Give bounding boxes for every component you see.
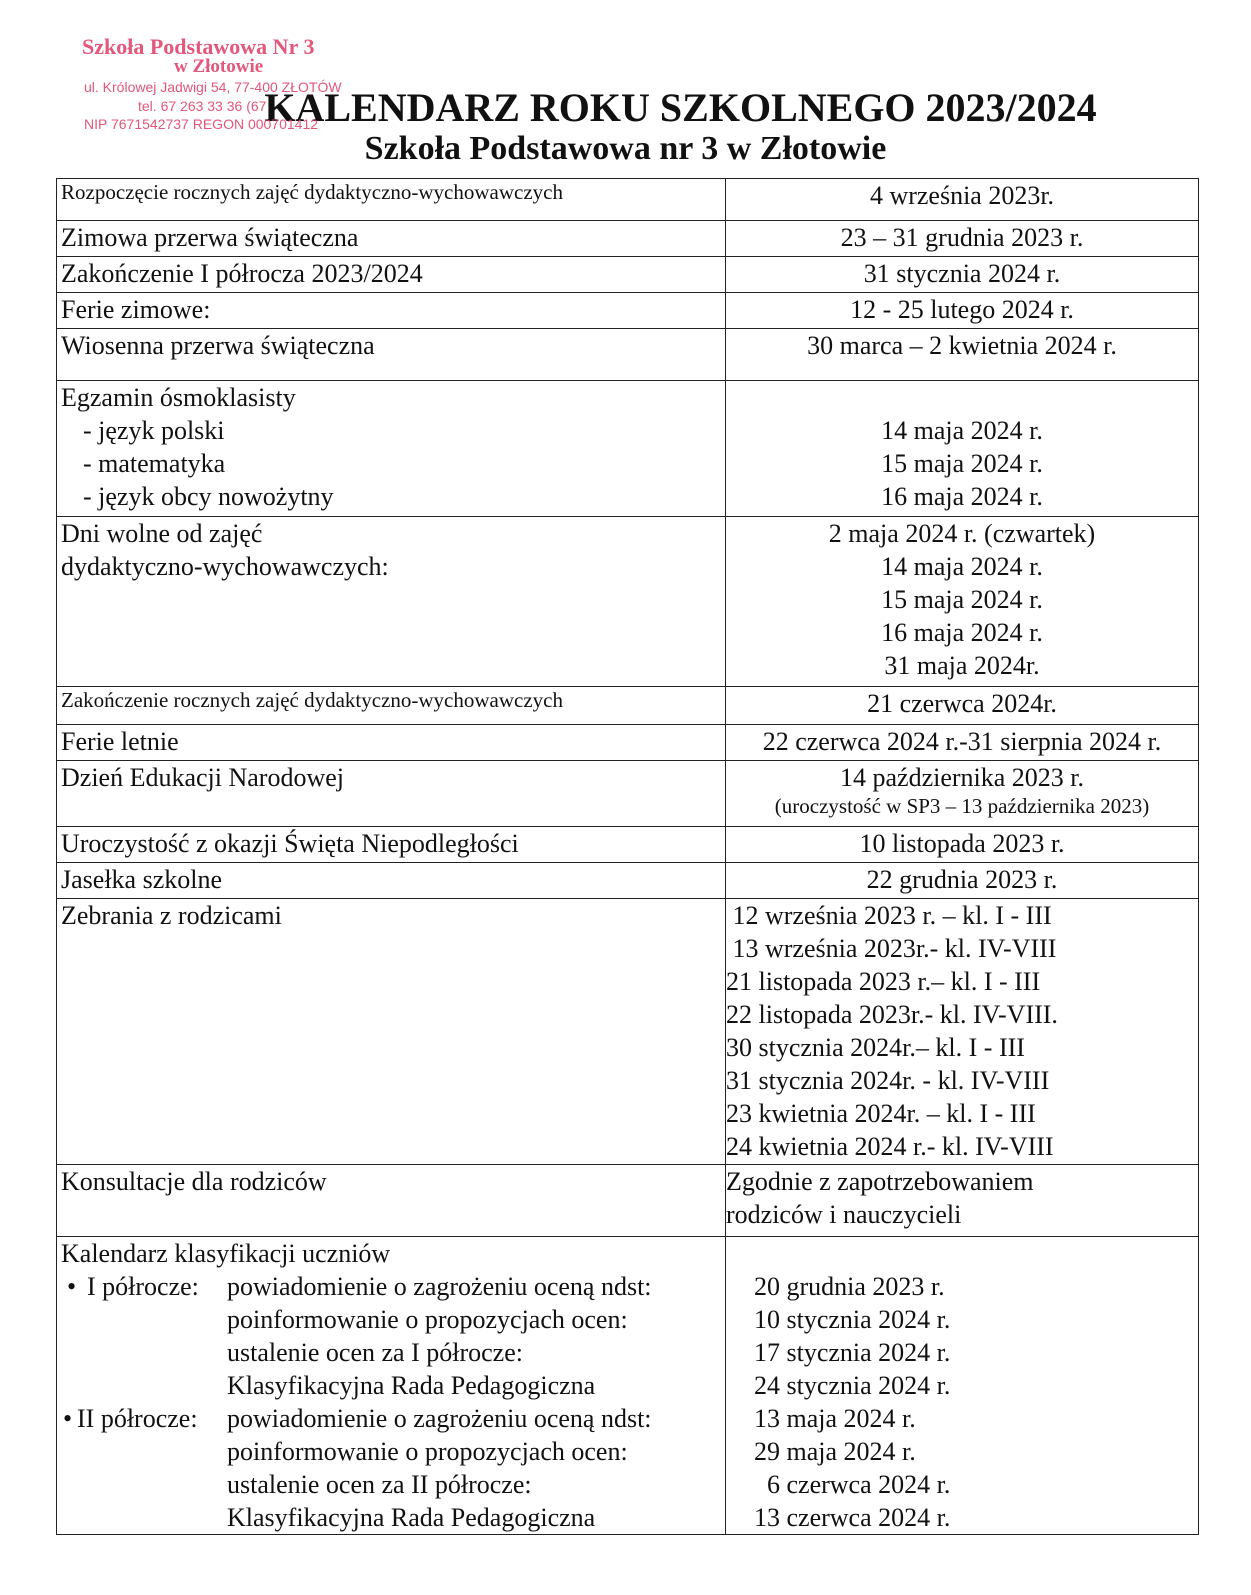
row-value: 22 listopada 2023r.- kl. IV-VIII.: [726, 1000, 1058, 1029]
stamp-phone: tel. 67 263 33 36 (67: [138, 98, 267, 114]
bullet-icon: •: [63, 1404, 73, 1433]
row-value: 13 września 2023r.- kl. IV-VIII: [726, 934, 1057, 963]
exam-subject: - matematyka: [83, 449, 226, 478]
row-label: Rozpoczęcie rocznych zajęć dydaktyczno-wychowawczych: [57, 179, 726, 221]
row-label: Zebrania z rodzicami: [57, 899, 726, 1165]
row-value: 24 stycznia 2024 r.: [754, 1371, 951, 1400]
row-value: 22 czerwca 2024 r.-31 sierpnia 2024 r.: [726, 725, 1199, 761]
consultations-cell: [726, 1165, 1199, 1237]
classification-dates: [726, 1237, 1199, 1535]
row-label: Dzień Edukacji Narodowej: [57, 761, 726, 827]
stamp-school-name: Szkoła Podstawowa Nr 3: [82, 34, 315, 59]
exam-cell: [57, 381, 726, 517]
list-item: [61, 1270, 721, 1303]
row-value: 12 - 25 lutego 2024 r.: [726, 293, 1199, 329]
row-label: Zakończenie rocznych zajęć dydaktyczno-wychowawczych: [57, 687, 726, 725]
table-row: [57, 687, 1199, 725]
row-value: 22 grudnia 2023 r.: [726, 863, 1199, 899]
row-value: 4 września 2023r.: [726, 179, 1199, 221]
row-label: Kalendarz klasyfikacji uczniów: [61, 1239, 391, 1268]
row-value: 21 czerwca 2024r.: [726, 687, 1199, 725]
table-row: [57, 381, 1199, 517]
row-label: Jasełka szkolne: [57, 863, 726, 899]
row-value: 15 maja 2024 r.: [881, 585, 1043, 614]
national-education-day-cell: [726, 761, 1199, 827]
table-row: [57, 179, 1199, 221]
list-item: [61, 1369, 721, 1402]
classification-step: poinformowanie o propozycjach ocen:: [227, 1437, 628, 1466]
exam-subject: - język polski: [83, 416, 225, 445]
stamp-address: ul. Królowej Jadwigi 54, 77-400 ZŁOTÓW: [84, 79, 342, 95]
row-value: 13 maja 2024 r.: [754, 1404, 916, 1433]
row-value-cont: rodziców i nauczycieli: [726, 1200, 962, 1229]
table-row: [57, 221, 1199, 257]
row-value: 24 kwietnia 2024 r.- kl. IV-VIII: [726, 1132, 1054, 1161]
parent-meetings-dates: [726, 899, 1199, 1165]
row-value: 14 października 2023 r.: [839, 763, 1085, 792]
row-value: 31 stycznia 2024 r.: [726, 257, 1199, 293]
table-row: [57, 761, 1199, 827]
row-label: Egzamin ósmoklasisty: [61, 383, 296, 412]
row-value: 15 maja 2024 r.: [881, 449, 1043, 478]
page-title: KALENDARZ ROKU SZKOLNEGO 2023/2024: [264, 85, 1097, 130]
row-value: 23 – 31 grudnia 2023 r.: [726, 221, 1199, 257]
row-label: Zakończenie I półrocza 2023/2024: [57, 257, 726, 293]
list-item: [61, 1435, 721, 1468]
row-value: 6 czerwca 2024 r.: [754, 1470, 951, 1499]
classification-step: powiadomienie o zagrożeniu oceną ndst:: [227, 1404, 652, 1433]
table-row: [57, 1165, 1199, 1237]
row-value: 30 stycznia 2024r.– kl. I - III: [726, 1033, 1025, 1062]
row-label-cont: dydaktyczno-wychowawczych:: [61, 552, 389, 581]
row-value: 16 maja 2024 r.: [881, 618, 1043, 647]
table-row: [57, 329, 1199, 381]
row-label: Dni wolne od zajęć: [61, 519, 263, 548]
table-row: [57, 827, 1199, 863]
list-item: [61, 1402, 721, 1435]
row-value: 20 grudnia 2023 r.: [754, 1272, 945, 1301]
days-off-cell: [57, 517, 726, 687]
row-value: 23 kwietnia 2024r. – kl. I - III: [726, 1099, 1036, 1128]
table-row: [57, 899, 1199, 1165]
row-label: Zimowa przerwa świąteczna: [57, 221, 726, 257]
table-row: [57, 725, 1199, 761]
list-item: [61, 1501, 721, 1534]
list-item: [61, 1336, 721, 1369]
stamp-nip-regon: NIP 7671542737 REGON 000701412: [84, 116, 319, 132]
table-row: [57, 517, 1199, 687]
row-value: 31 maja 2024r.: [884, 651, 1040, 680]
row-value: 21 listopada 2023 r.– kl. I - III: [726, 967, 1041, 996]
row-value: Zgodnie z zapotrzebowaniem: [726, 1167, 1034, 1196]
calendar-table: [56, 178, 1199, 1535]
page-subtitle: Szkoła Podstawowa nr 3 w Złotowie: [364, 130, 887, 167]
row-value: 29 maja 2024 r.: [754, 1437, 916, 1466]
list-item: [61, 1468, 721, 1501]
row-value: 14 maja 2024 r.: [881, 552, 1043, 581]
classification-step: ustalenie ocen za I półrocze:: [227, 1338, 523, 1367]
row-value: 12 września 2023 r. – kl. I - III: [726, 901, 1052, 930]
semester-label: II półrocze:: [77, 1404, 198, 1433]
row-value: 13 czerwca 2024 r.: [754, 1503, 951, 1532]
bullet-icon: •: [67, 1272, 77, 1301]
row-note: (uroczystość w SP3 – 13 października 2023): [774, 794, 1150, 818]
row-label: Ferie zimowe:: [57, 293, 726, 329]
classification-step: powiadomienie o zagrożeniu oceną ndst:: [227, 1272, 652, 1301]
row-value: 30 marca – 2 kwietnia 2024 r.: [726, 329, 1199, 381]
table-row: [57, 257, 1199, 293]
row-value: 16 maja 2024 r.: [881, 482, 1043, 511]
table-row: [57, 293, 1199, 329]
semester-label: I półrocze:: [87, 1272, 199, 1301]
exam-subject: - język obcy nowożytny: [83, 482, 334, 511]
row-value: 14 maja 2024 r.: [881, 416, 1043, 445]
table-row: [57, 1237, 1199, 1535]
row-label: Konsultacje dla rodziców: [57, 1165, 726, 1237]
days-off-dates: [726, 517, 1199, 687]
row-value: 2 maja 2024 r. (czwartek): [828, 519, 1096, 548]
row-label: Ferie letnie: [57, 725, 726, 761]
exam-dates: [726, 381, 1199, 517]
row-value: 17 stycznia 2024 r.: [754, 1338, 951, 1367]
list-item: [61, 1303, 721, 1336]
row-value: 10 stycznia 2024 r.: [754, 1305, 951, 1334]
classification-step: ustalenie ocen za II półrocze:: [227, 1470, 532, 1499]
row-value: 10 listopada 2023 r.: [726, 827, 1199, 863]
classification-step: Klasyfikacyjna Rada Pedagogiczna: [227, 1371, 596, 1400]
classification-step: poinformowanie o propozycjach ocen:: [227, 1305, 628, 1334]
classification-step: Klasyfikacyjna Rada Pedagogiczna: [227, 1503, 596, 1532]
table-row: [57, 863, 1199, 899]
row-label: Wiosenna przerwa świąteczna: [57, 329, 726, 381]
row-label: Uroczystość z okazji Święta Niepodległości: [57, 827, 726, 863]
classification-cell: [57, 1237, 726, 1535]
stamp-town: w Złotowie: [174, 56, 264, 77]
row-value: 31 stycznia 2024r. - kl. IV-VIII: [726, 1066, 1050, 1095]
